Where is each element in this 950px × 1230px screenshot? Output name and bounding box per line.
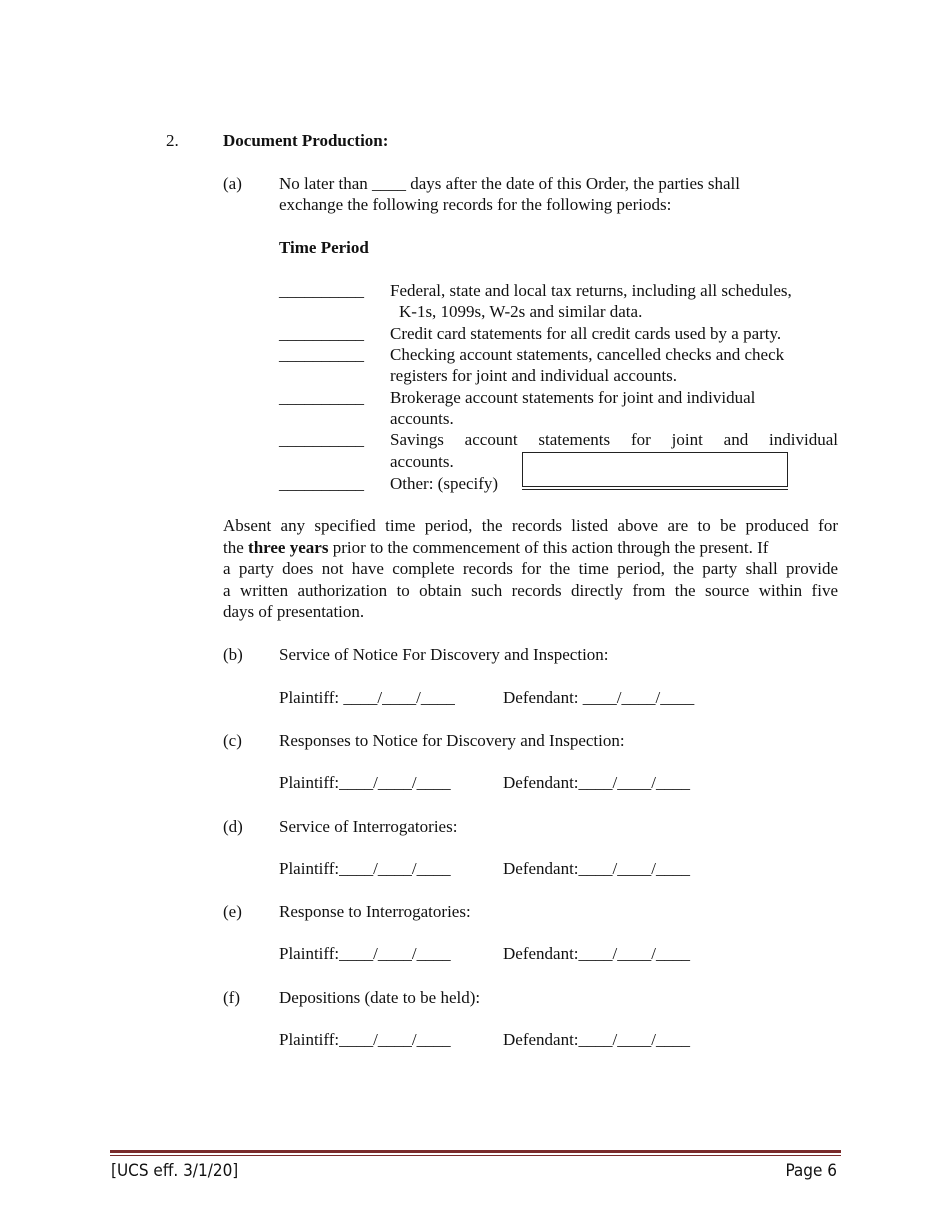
record-text: Federal, state and local tax returns, including all schedules,: [390, 281, 792, 300]
plaintiff-date[interactable]: Plaintiff: ____/____/____: [279, 688, 455, 707]
item-marker: (e): [223, 902, 242, 921]
footer-rule-thick: [110, 1150, 841, 1153]
absent-paragraph-line: a written authorization to obtain such records directly from the source within five: [223, 581, 838, 600]
defendant-date[interactable]: Defendant:____/____/____: [503, 859, 690, 878]
item-a-line2: exchange the following records for the following periods:: [279, 195, 672, 214]
plaintiff-date[interactable]: Plaintiff:____/____/____: [279, 773, 451, 792]
plaintiff-date[interactable]: Plaintiff:____/____/____: [279, 859, 451, 878]
record-text: accounts.: [390, 409, 454, 428]
other-specify-underline: [522, 489, 788, 490]
record-text: Credit card statements for all credit cards used by a party.: [390, 324, 782, 343]
record-text: Checking account statements, cancelled checks and check: [390, 345, 785, 364]
plaintiff-date[interactable]: Plaintiff:____/____/____: [279, 944, 451, 963]
absent-paragraph-line: days of presentation.: [223, 602, 365, 621]
absent-paragraph-prefix: the: [223, 538, 244, 557]
defendant-date[interactable]: Defendant:____/____/____: [503, 944, 690, 963]
section-number: 2.: [166, 131, 179, 150]
item-title: Responses to Notice for Discovery and Inspection:: [279, 731, 625, 750]
record-blank[interactable]: __________: [279, 474, 364, 493]
record-blank[interactable]: __________: [279, 281, 364, 300]
three-years-emphasis: three years: [248, 538, 329, 557]
item-title: Response to Interrogatories:: [279, 902, 471, 921]
record-text: Other: (specify): [390, 474, 499, 493]
item-title: Depositions (date to be held):: [279, 988, 481, 1007]
absent-paragraph-line: [223, 537, 768, 559]
other-specify-field[interactable]: [522, 452, 788, 487]
record-blank[interactable]: __________: [279, 324, 364, 343]
record-blank[interactable]: __________: [279, 345, 364, 364]
plaintiff-date[interactable]: Plaintiff:____/____/____: [279, 1030, 451, 1049]
footer-form-id: [UCS eff. 3/1/20]: [111, 1161, 239, 1181]
item-marker: (d): [223, 817, 243, 836]
defendant-date[interactable]: Defendant: ____/____/____: [503, 688, 695, 707]
absent-paragraph-rest: prior to the commencement of this action through the present. If: [332, 538, 769, 557]
defendant-date[interactable]: Defendant:____/____/____: [503, 773, 690, 792]
item-marker: (f): [223, 988, 240, 1007]
record-text: Brokerage account statements for joint and individual: [390, 388, 756, 407]
defendant-date[interactable]: Defendant:____/____/____: [503, 1030, 690, 1049]
record-text: K-1s, 1099s, W-2s and similar data.: [399, 302, 643, 321]
item-a-marker: (a): [223, 174, 242, 193]
absent-paragraph-line: a party does not have complete records for the time period, the party shall provide: [223, 559, 838, 578]
time-period-heading: Time Period: [279, 238, 369, 257]
item-title: Service of Interrogatories:: [279, 817, 458, 836]
record-blank[interactable]: __________: [279, 430, 364, 449]
item-marker: (c): [223, 731, 242, 750]
record-text: Savings account statements for joint and individual: [390, 430, 838, 449]
item-title: Service of Notice For Discovery and Inspection:: [279, 645, 609, 664]
section-title: Document Production:: [223, 131, 389, 150]
record-text: accounts.: [390, 452, 454, 471]
item-a-line1: No later than ____ days after the date of this Order, the parties shall: [279, 174, 741, 193]
absent-paragraph-line: Absent any specified time period, the records listed above are to be produced for: [223, 516, 838, 535]
footer-rule-thin: [110, 1155, 841, 1156]
item-marker: (b): [223, 645, 243, 664]
record-text: registers for joint and individual accounts.: [390, 366, 678, 385]
page-number: Page 6: [785, 1161, 837, 1181]
record-blank[interactable]: __________: [279, 388, 364, 407]
